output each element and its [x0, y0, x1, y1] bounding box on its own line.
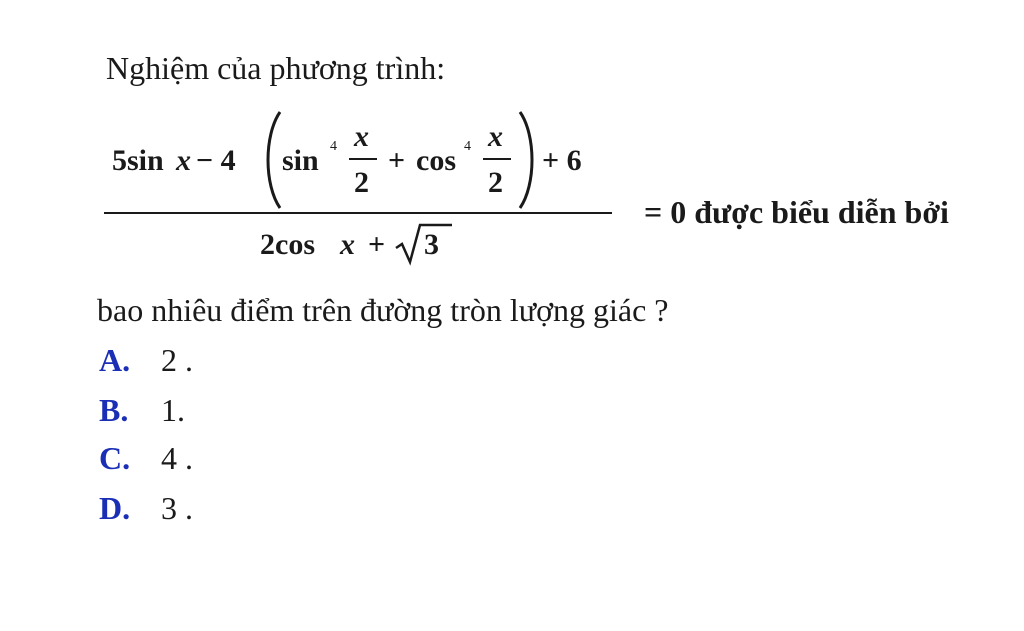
sin-power: 4 [330, 139, 337, 154]
num-minus4: − 4 [196, 144, 236, 177]
num-x: x [176, 144, 191, 177]
option-d[interactable] [99, 490, 193, 527]
den-x: x [340, 228, 355, 261]
cos-power: 4 [464, 139, 471, 154]
option-letter: C. [99, 440, 131, 476]
right-paren [516, 110, 540, 210]
sqrt-arg: 3 [424, 228, 439, 261]
frac1-bar [349, 158, 377, 160]
option-value: 4 . [161, 440, 193, 476]
den-2cos: 2cos [260, 228, 315, 261]
option-b[interactable] [99, 392, 185, 429]
option-letter: A. [99, 342, 131, 378]
equation-rhs [644, 194, 949, 231]
left-paren [260, 110, 284, 210]
plus-sign: + [388, 144, 406, 177]
frac2-den: 2 [488, 166, 503, 199]
question-intro: Nghiệm của phương trình: [106, 50, 446, 86]
main-fraction-bar [104, 212, 612, 214]
equation-suffix: được biểu diễn bởi [694, 194, 949, 230]
num-5sin: 5sin [112, 144, 164, 177]
frac2-num: x [488, 120, 503, 153]
den-plus: + [368, 228, 386, 261]
option-value: 2 . [161, 342, 193, 378]
option-letter: D. [99, 490, 131, 526]
option-a[interactable] [99, 342, 193, 379]
option-c[interactable] [99, 440, 193, 477]
option-value: 3 . [161, 490, 193, 526]
equals-zero: = 0 [644, 194, 687, 230]
option-letter: B. [99, 392, 129, 428]
frac2-bar [483, 158, 511, 160]
plus6: + 6 [542, 144, 582, 177]
equation [104, 100, 1004, 280]
frac1-den: 2 [354, 166, 369, 199]
option-value: 1. [161, 392, 185, 428]
frac1-num: x [354, 120, 369, 153]
sin: sin [282, 144, 319, 177]
cos: cos [416, 144, 456, 177]
question-tail: bao nhiêu điểm trên đường tròn lượng giác ? [97, 292, 669, 328]
